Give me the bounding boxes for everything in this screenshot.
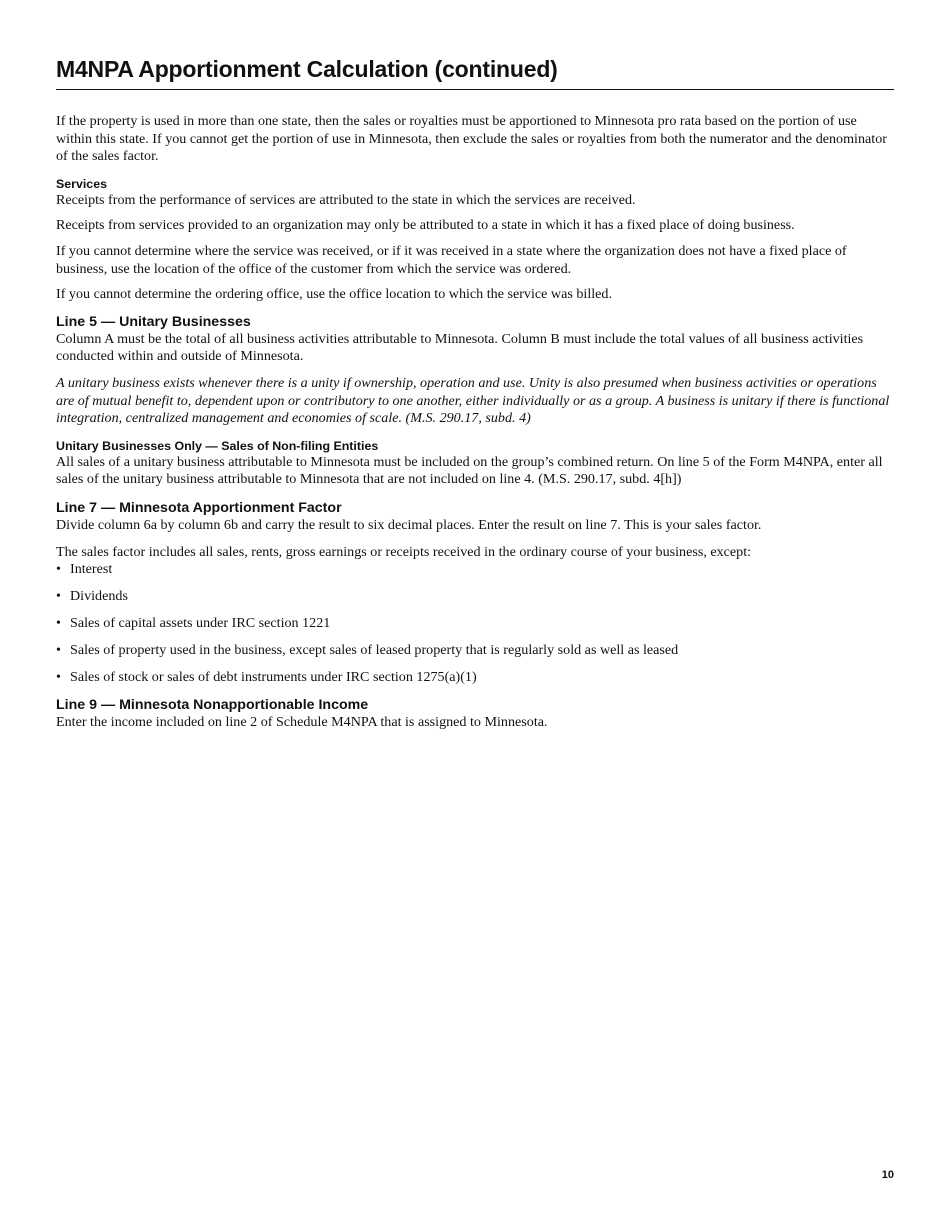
document-page (56, 54, 894, 732)
line9-paragraph: Enter the income included on line 2 of Schedule M4NPA that is assigned to Minnesota. (56, 714, 548, 731)
unitary-definition-paragraph: A unitary business exists whenever there is a unity if ownership, operation and use. Unity is also presumed when business activities or operations are of mutual benefit to, dependent upon or contributory to one another, either individually or as a group. A business is unitary if there is functional integration, centralized management and economies of scale. (M.S. 290.17, subd. 4) (56, 374, 890, 427)
list-item-text: Sales of property used in the business, except sales of leased property that is regularly sold as well as leased (70, 642, 679, 659)
sales-factor-exclusions-list (56, 561, 894, 687)
line7-paragraph-1: Divide column 6a by column 6b and carry the result to six decimal places. Enter the result on line 7. This is your sales factor. (56, 516, 762, 533)
services-paragraph-3: If you cannot determine where the service was received, or if it was received in a state where the organization does not have a fixed place of business, use the location of the office of the customer from which the service was ordered. (56, 242, 847, 277)
services-paragraph-1: Receipts from the performance of services are attributed to the state in which the services are received. (56, 191, 636, 208)
bullet-icon: • (56, 669, 61, 686)
bullet-icon: • (56, 588, 61, 605)
list-item (56, 588, 894, 606)
page-title: M4NPA Apportionment Calculation (continued) (56, 54, 894, 90)
services-paragraph-4: If you cannot determine the ordering office, use the office location to which the service was billed. (56, 286, 612, 303)
bullet-icon: • (56, 561, 61, 578)
list-item-text: Interest (70, 561, 113, 578)
line7-paragraph-2: The sales factor includes all sales, rents, gross earnings or receipts received in the ordinary course of your business, except: (56, 543, 752, 560)
line5-heading: Line 5 — Unitary Businesses (56, 313, 251, 330)
bullet-icon: • (56, 642, 61, 659)
page-number: 10 (881, 1169, 894, 1181)
intro-paragraph: If the property is used in more than one state, then the sales or royalties must be apportioned to Minnesota pro rata based on the portion of use within this state. If you cannot get the portion of use in Minnesota, then exclude the sales or royalties from both the numerator and the denominator of the sales factor. (56, 113, 887, 165)
list-item (56, 615, 894, 633)
bullet-icon: • (56, 615, 61, 632)
list-item-text: Sales of capital assets under IRC section 1221 (70, 615, 331, 632)
line9-heading: Line 9 — Minnesota Nonapportionable Income (56, 697, 369, 714)
services-paragraph-2: Receipts from services provided to an organization may only be attributed to a state in which it has a fixed place of doing business. (56, 217, 795, 234)
list-item (56, 642, 894, 660)
services-heading: Services (56, 176, 107, 191)
unitary-only-paragraph: All sales of a unitary business attributable to Minnesota must be included on the group’s combined return. On line 5 of the Form M4NPA, enter all sales of the unitary business attributable to Minnesota that are not included on line 4. (M.S. 290.17, subd. 4[h]) (56, 453, 883, 488)
list-item (56, 561, 894, 579)
line5-paragraph: Column A must be the total of all business activities attributable to Minnesota. Column B must include the total values of all business activities conducted within and outside of Minnesota. (56, 330, 864, 365)
unitary-only-heading: Unitary Businesses Only — Sales of Non-filing Entities (56, 438, 379, 453)
list-item-text: Sales of stock or sales of debt instruments under IRC section 1275(a)(1) (70, 669, 477, 686)
list-item (56, 669, 894, 687)
line7-heading: Line 7 — Minnesota Apportionment Factor (56, 499, 342, 516)
list-item-text: Dividends (70, 588, 128, 605)
